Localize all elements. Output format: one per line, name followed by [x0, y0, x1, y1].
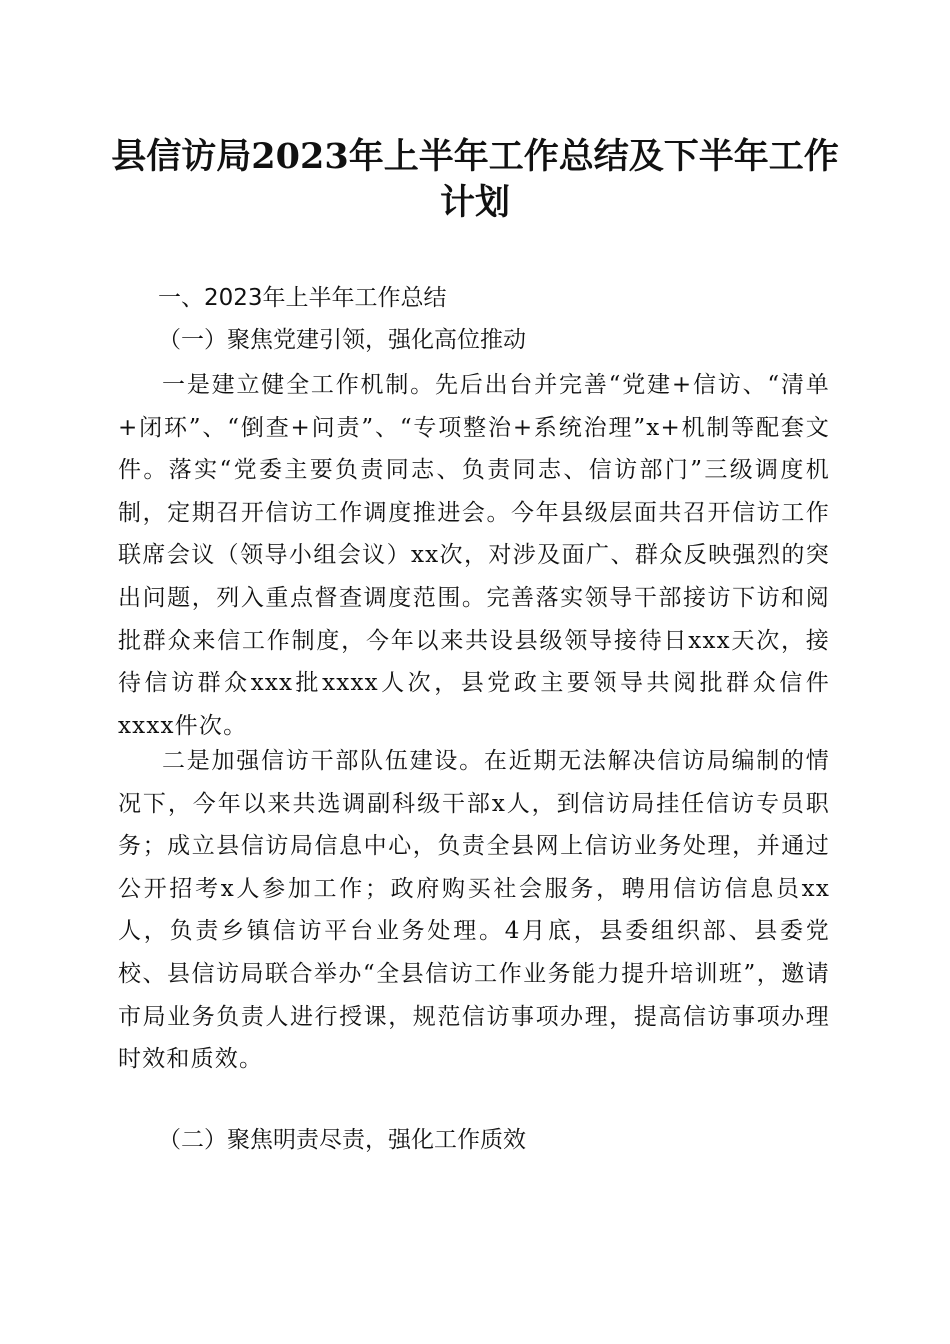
subsection-heading-2: （二）聚焦明责尽责，强化工作质效 [158, 1127, 526, 1153]
document-title: 县信访局2023年上半年工作总结及下半年工作计划 [111, 136, 839, 223]
paragraph-1-body: 先后出台并完善“党建+信访、“清单+闭环”、“倒查+问责”、“专项整治+系统治理”x+机制等配套文件。落实“党委主要负责同志、负责同志、信访部门”三级调度机制，定期召开信访工作调度推进会。今年县级层面共召开信访工作联席会议（领导小组会议）xx次，对涉及面广、群众反映强烈的突出问题，列入重点督查调度范围。完善落实领导干部接访下访和阅批群众来信工作制度，今年以来共设县级领导接待日xxx天次，接待信访群众xxx批xxxx人次，县党政主要领导共阅批群众信件xxxx件次。 [118, 372, 830, 739]
paragraph-2 [118, 740, 830, 1081]
paragraph-2-body: 在近期无法解决信访局编制的情况下，今年以来共选调副科级干部x人，到信访局挂任信访专员职务；成立县信访局信息中心，负责全县网上信访业务处理，并通过公开招考x人参加工作；政府购买社会服务，聘用信访信息员xx人，负责乡镇信访平台业务处理。4月底，县委组织部、县委党校、县信访局联合举办“全县信访工作业务能力提升培训班”，邀请市局业务负责人进行授课，规范信访事项办理，提高信访事项办理时效和质效。 [118, 748, 830, 1073]
paragraph-1-lead: 一是建立健全工作机制。 [162, 372, 435, 398]
paragraph-1 [118, 364, 830, 747]
subsection-heading-1: （一）聚焦党建引领，强化高位推动 [158, 327, 526, 353]
paragraph-2-lead: 二是加强信访干部队伍建设。 [162, 748, 484, 774]
section-heading-1: 一、2023年上半年工作总结 [158, 285, 447, 311]
